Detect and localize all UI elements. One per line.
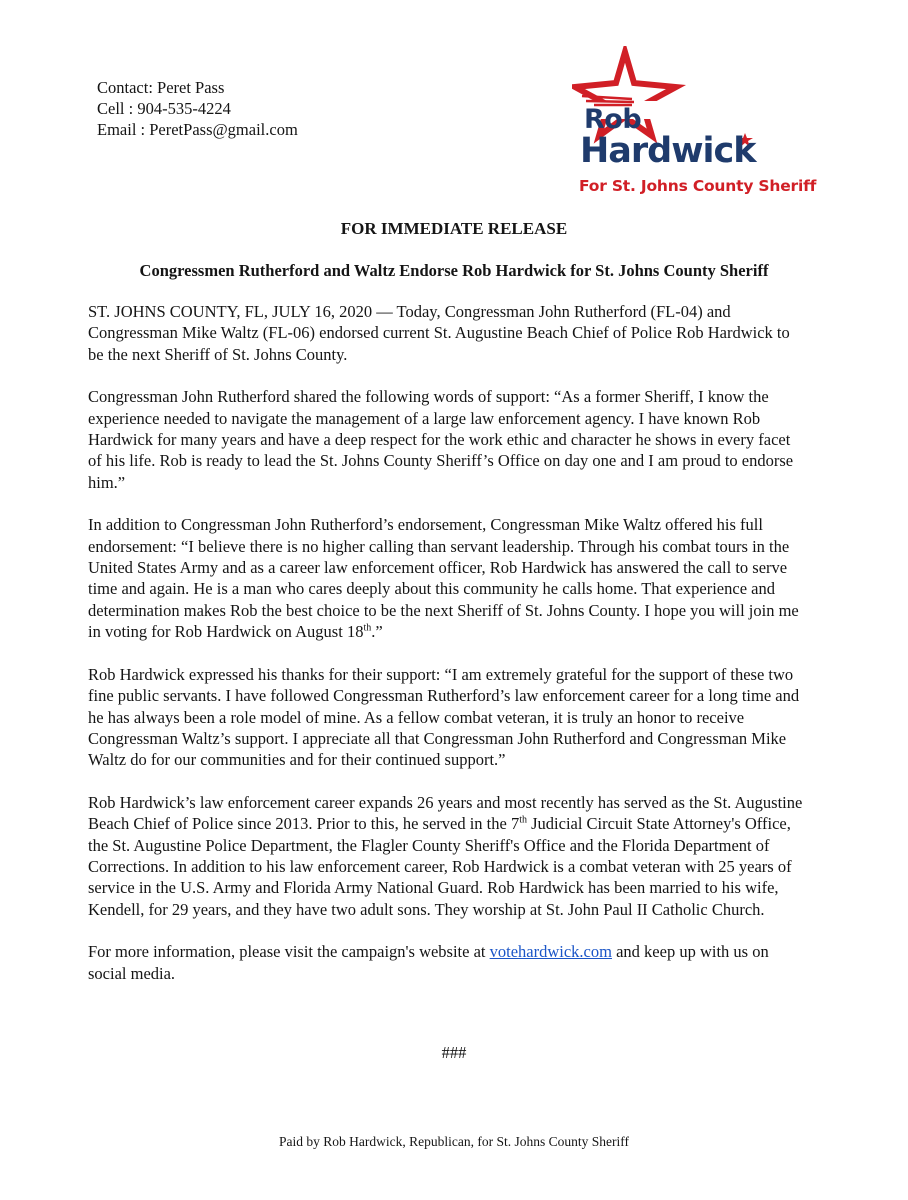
contact-name: Contact: Peret Pass (97, 78, 225, 97)
paragraph-rutherford-quote: Congressman John Rutherford shared the following words of support: “As a former Sheriff, I know the experience needed to navigate the management of a large law enforcement agency. I have known Rob Hardwick for many years and have a deep respect for the work ethic and character he shows in every facet of his life. Rob is ready to lead the St. Johns County Sheriff’s Office on day one and I am proud to endorse him.” (88, 387, 794, 492)
contact-email: Email : PeretPass@gmail.com (97, 120, 298, 139)
headline: Congressmen Rutherford and Waltz Endorse Rob Hardwick for St. Johns County Sheriff (139, 261, 769, 280)
logo-subtitle: For St. Johns County Sheriff (579, 177, 817, 195)
release-label: FOR IMMEDIATE RELEASE (340, 219, 568, 238)
more-info-text-b: and keep up with us on social media. (88, 942, 769, 983)
paragraph-waltz-quote (88, 514, 808, 642)
paragraph-hardwick-thanks: Rob Hardwick expressed his thanks for their support: “I am extremely grateful for the support of these two fine public servants. I have followed Congressman Rutherford’s law enforcement career for a long time and he has always been a role model of mine. As a fellow combat veteran, it is truly an honor to receive Congressman Waltz’s support. I appreciate all that Congressman John Rutherford and Congressman Mike Waltz do for our communities and for their continued support.” (88, 664, 800, 770)
biography-text-a: Rob Hardwick’s law enforcement career expands 26 years and most recently has served as the St. Augustine Beach Chief of Police since 2013. Prior to this, he served in the 7 (88, 792, 803, 834)
ordinal-suffix: th (363, 622, 372, 634)
paragraph-more-info (88, 941, 808, 984)
paragraph-waltz-text: In addition to Congressman John Rutherford’s endorsement, Congressman Mike Waltz offered his full endorsement: “I believe there is no higher calling than servant leadership. Through his combat tours in the United States Army and as a career law enforcement officer, Rob Hardwick has answered the call to serve time and again. He is a man who cares deeply about this community he calls home. That experience and determination makes Rob the best choice to be the next Sheriff of St. Johns County. I hope you will join me in voting for Rob Hardwick on August 18 (88, 515, 799, 642)
paragraph-intro: ST. JOHNS COUNTY, FL, JULY 16, 2020 — Today, Congressman John Rutherford (FL-04) and Congressman Mike Waltz (FL-06) endorsed current St. Augustine Beach Chief of Police Rob Hardwick to be the next Sheriff of St. Johns County. (88, 302, 790, 364)
website-link[interactable]: votehardwick.com (489, 942, 612, 962)
logo-last-name: Hardwick (580, 131, 756, 171)
contact-block (97, 77, 298, 140)
biography-text-b: Judicial Circuit State Attorney's Office, the St. Augustine Police Department, the Flagler County Sheriff's Office and the Florida Department of Corrections. In addition to his law enforcement career, Rob Hardwick is a combat veteran with 25 years of service in the U.S. Army and Florida Army National Guard. Rob Hardwick has been married to his wife, Kendell, for 29 years, and they have two adult sons. They worship at St. John Paul II Catholic Church. (88, 814, 792, 919)
ordinal-suffix: th (519, 814, 527, 826)
contact-cell: Cell : 904-535-4224 (97, 99, 231, 118)
campaign-logo (572, 46, 817, 206)
end-mark: ### (441, 1043, 467, 1062)
press-release-body (88, 301, 808, 984)
paid-by-footer: Paid by Rob Hardwick, Republican, for St. Johns County Sheriff (279, 1134, 629, 1149)
paragraph-biography (88, 792, 808, 920)
logo-first-name: Rob (584, 104, 642, 135)
more-info-text-a: For more information, please visit the campaign's website at (88, 942, 490, 962)
quote-close: .” (371, 622, 383, 642)
